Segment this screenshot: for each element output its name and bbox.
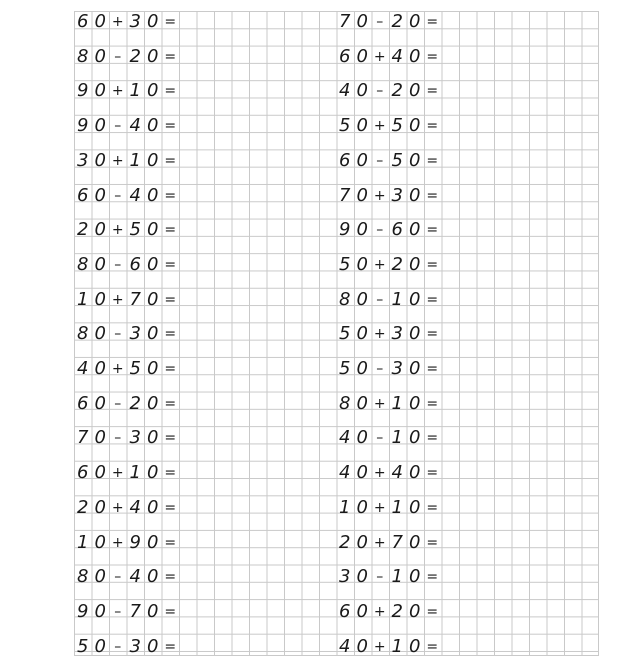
digit-glyph: 0	[356, 288, 368, 310]
digit-glyph: 0	[409, 635, 421, 657]
operator-glyph: =	[426, 222, 439, 239]
digit-glyph: 0	[356, 635, 368, 657]
operator-glyph: +	[111, 499, 124, 516]
digit-glyph: 0	[409, 600, 421, 622]
problem-row	[336, 151, 441, 171]
operator-glyph: –	[376, 430, 384, 447]
operator-glyph: =	[164, 603, 177, 620]
problem-row	[336, 567, 441, 587]
digit-glyph: 6	[77, 11, 89, 32]
digit-glyph: 0	[147, 115, 159, 137]
problem-row	[74, 637, 179, 657]
operator-glyph: +	[373, 638, 386, 655]
problem-row	[74, 255, 179, 275]
operator-glyph: +	[373, 603, 386, 620]
digit-glyph: 5	[339, 253, 351, 275]
operator-glyph: –	[114, 569, 122, 586]
digit-glyph: 0	[94, 288, 106, 310]
digit-glyph: 0	[356, 462, 368, 484]
digit-glyph: 7	[339, 11, 351, 32]
digit-glyph: 4	[129, 496, 141, 518]
digit-glyph: 0	[147, 635, 159, 657]
problem-row	[74, 533, 179, 553]
digit-glyph: 0	[409, 80, 421, 102]
digit-glyph: 0	[94, 184, 106, 206]
digit-glyph: 8	[339, 392, 351, 414]
digit-glyph: 7	[77, 427, 89, 449]
operator-glyph: +	[111, 152, 124, 169]
digit-glyph: 0	[356, 566, 368, 588]
operator-glyph: –	[376, 222, 384, 239]
digit-glyph: 2	[129, 45, 141, 67]
digit-glyph: 1	[391, 496, 403, 518]
digit-glyph: 6	[339, 600, 351, 622]
digit-glyph: 8	[77, 45, 89, 67]
digit-glyph: 0	[409, 253, 421, 275]
operator-glyph: =	[426, 638, 439, 655]
digit-glyph: 0	[409, 496, 421, 518]
operator-glyph: =	[426, 534, 439, 551]
digit-glyph: 3	[391, 358, 403, 379]
digit-glyph: 3	[129, 323, 141, 345]
digit-glyph: 0	[94, 358, 106, 379]
digit-glyph: 1	[339, 496, 351, 518]
problem-row	[336, 81, 441, 101]
problem-row	[336, 533, 441, 553]
digit-glyph: 5	[339, 115, 351, 137]
digit-glyph: 3	[129, 427, 141, 449]
problem-row	[336, 220, 441, 240]
digit-glyph: 5	[391, 149, 403, 171]
digit-glyph: 1	[77, 288, 89, 310]
digit-glyph: 5	[129, 219, 141, 241]
problem-row	[336, 359, 441, 379]
digit-glyph: 0	[94, 427, 106, 449]
operator-glyph: =	[164, 534, 177, 551]
digit-glyph: 4	[339, 462, 351, 484]
digit-glyph: 7	[339, 184, 351, 206]
digit-glyph: 0	[94, 115, 106, 137]
problem-row	[336, 12, 441, 32]
digit-glyph: 4	[339, 635, 351, 657]
problem-row	[336, 637, 441, 657]
digit-glyph: 5	[391, 115, 403, 137]
digit-glyph: 1	[391, 635, 403, 657]
operator-glyph: =	[426, 187, 439, 204]
operator-glyph: =	[426, 603, 439, 620]
digit-glyph: 0	[409, 288, 421, 310]
digit-glyph: 0	[356, 184, 368, 206]
digit-glyph: 0	[356, 323, 368, 345]
operator-glyph: =	[164, 326, 177, 343]
digit-glyph: 0	[94, 531, 106, 553]
digit-glyph: 4	[129, 566, 141, 588]
problem-row	[336, 47, 441, 67]
digit-glyph: 1	[129, 80, 141, 102]
digit-glyph: 4	[391, 462, 403, 484]
digit-glyph: 0	[94, 392, 106, 414]
operator-glyph: +	[373, 256, 386, 273]
digit-glyph: 0	[409, 115, 421, 137]
digit-glyph: 2	[339, 531, 351, 553]
operator-glyph: =	[164, 48, 177, 65]
digit-glyph: 9	[77, 80, 89, 102]
digit-glyph: 0	[356, 531, 368, 553]
digit-glyph: 0	[356, 253, 368, 275]
operator-glyph: –	[114, 430, 122, 447]
operator-glyph: =	[164, 465, 177, 482]
operator-glyph: =	[164, 83, 177, 100]
digit-glyph: 0	[147, 427, 159, 449]
digit-glyph: 5	[339, 323, 351, 345]
operator-glyph: +	[373, 499, 386, 516]
digit-glyph: 0	[356, 219, 368, 241]
problem-row	[336, 324, 441, 344]
digit-glyph: 3	[339, 566, 351, 588]
problem-row	[74, 186, 179, 206]
operator-glyph: =	[164, 499, 177, 516]
operator-glyph: –	[114, 603, 122, 620]
operator-glyph: =	[426, 361, 439, 377]
digit-glyph: 0	[147, 149, 159, 171]
problem-row	[336, 394, 441, 414]
digit-glyph: 4	[391, 45, 403, 67]
operator-glyph: =	[164, 430, 177, 447]
operator-glyph: =	[164, 222, 177, 239]
digit-glyph: 0	[147, 11, 159, 32]
operator-glyph: =	[164, 14, 177, 30]
digit-glyph: 0	[356, 11, 368, 32]
problem-row	[74, 290, 179, 310]
digit-glyph: 0	[409, 358, 421, 379]
digit-glyph: 0	[409, 149, 421, 171]
digit-glyph: 0	[147, 462, 159, 484]
digit-glyph: 1	[391, 288, 403, 310]
operator-glyph: =	[426, 326, 439, 343]
digit-glyph: 0	[409, 219, 421, 241]
operator-glyph: =	[426, 465, 439, 482]
operator-glyph: +	[111, 534, 124, 551]
problem-row	[74, 324, 179, 344]
digit-glyph: 2	[391, 253, 403, 275]
digit-glyph: 0	[94, 80, 106, 102]
digit-glyph: 6	[77, 462, 89, 484]
digit-glyph: 9	[339, 219, 351, 241]
operator-glyph: =	[426, 48, 439, 65]
operator-glyph: –	[114, 256, 122, 273]
digit-glyph: 2	[129, 392, 141, 414]
digit-glyph: 1	[129, 149, 141, 171]
operator-glyph: =	[164, 187, 177, 204]
operator-glyph: =	[164, 395, 177, 412]
problem-row	[74, 47, 179, 67]
digit-glyph: 0	[147, 323, 159, 345]
operator-glyph: +	[373, 534, 386, 551]
digit-glyph: 0	[409, 323, 421, 345]
operator-glyph: –	[376, 14, 384, 30]
digit-glyph: 0	[94, 600, 106, 622]
operator-glyph: –	[114, 638, 122, 655]
operator-glyph: –	[114, 326, 122, 343]
operator-glyph: +	[111, 222, 124, 239]
digit-glyph: 6	[77, 184, 89, 206]
digit-glyph: 0	[147, 253, 159, 275]
problem-row	[74, 394, 179, 414]
digit-glyph: 2	[391, 80, 403, 102]
digit-glyph: 2	[391, 11, 403, 32]
digit-glyph: 8	[77, 253, 89, 275]
digit-glyph: 3	[129, 635, 141, 657]
problem-row	[336, 116, 441, 136]
operator-glyph: +	[373, 465, 386, 482]
digit-glyph: 7	[129, 288, 141, 310]
digit-glyph: 0	[94, 45, 106, 67]
operator-glyph: +	[373, 395, 386, 412]
operator-glyph: =	[426, 14, 439, 30]
digit-glyph: 0	[356, 358, 368, 379]
digit-glyph: 0	[147, 80, 159, 102]
digit-glyph: 0	[147, 496, 159, 518]
digit-glyph: 0	[356, 115, 368, 137]
digit-glyph: 0	[94, 462, 106, 484]
problem-row	[74, 498, 179, 518]
digit-glyph: 2	[391, 600, 403, 622]
digit-glyph: 0	[409, 392, 421, 414]
problem-row	[74, 602, 179, 622]
digit-glyph: 0	[409, 462, 421, 484]
digit-glyph: 1	[391, 566, 403, 588]
operator-glyph: –	[376, 361, 384, 377]
digit-glyph: 0	[356, 392, 368, 414]
digit-glyph: 4	[339, 80, 351, 102]
problem-row	[336, 463, 441, 483]
operator-glyph: +	[111, 83, 124, 100]
operator-glyph: –	[114, 395, 122, 412]
operator-glyph: +	[111, 291, 124, 308]
digit-glyph: 0	[409, 184, 421, 206]
operator-glyph: –	[376, 291, 384, 308]
digit-glyph: 0	[94, 323, 106, 345]
digit-glyph: 8	[339, 288, 351, 310]
digit-glyph: 5	[77, 635, 89, 657]
operator-glyph: –	[114, 187, 122, 204]
digit-glyph: 0	[147, 45, 159, 67]
operator-glyph: +	[373, 118, 386, 135]
operator-glyph: =	[426, 152, 439, 169]
digit-glyph: 3	[391, 323, 403, 345]
digit-glyph: 0	[94, 219, 106, 241]
operator-glyph: +	[373, 187, 386, 204]
digit-glyph: 4	[129, 184, 141, 206]
operator-glyph: –	[376, 569, 384, 586]
digit-glyph: 0	[409, 45, 421, 67]
digit-glyph: 0	[356, 80, 368, 102]
digit-glyph: 0	[147, 358, 159, 379]
digit-glyph: 7	[129, 600, 141, 622]
digit-glyph: 6	[77, 392, 89, 414]
digit-glyph: 0	[409, 11, 421, 32]
operator-glyph: =	[164, 118, 177, 135]
operator-glyph: –	[114, 118, 122, 135]
problem-row	[336, 290, 441, 310]
operator-glyph: =	[164, 152, 177, 169]
problem-row	[74, 12, 179, 32]
digit-glyph: 6	[339, 45, 351, 67]
digit-glyph: 6	[339, 149, 351, 171]
digit-glyph: 4	[129, 115, 141, 137]
operator-glyph: –	[114, 48, 122, 65]
digit-glyph: 0	[147, 600, 159, 622]
digit-glyph: 0	[356, 149, 368, 171]
digit-glyph: 4	[339, 427, 351, 449]
digit-glyph: 5	[339, 358, 351, 379]
problem-row	[74, 463, 179, 483]
operator-glyph: +	[111, 14, 124, 30]
digit-glyph: 2	[77, 219, 89, 241]
digit-glyph: 6	[391, 219, 403, 241]
operator-glyph: =	[426, 83, 439, 100]
digit-glyph: 0	[409, 531, 421, 553]
problem-row	[74, 151, 179, 171]
operator-glyph: –	[376, 152, 384, 169]
digit-glyph: 0	[409, 427, 421, 449]
digit-glyph: 1	[129, 462, 141, 484]
digit-glyph: 2	[77, 496, 89, 518]
digit-glyph: 9	[129, 531, 141, 553]
digit-glyph: 1	[391, 427, 403, 449]
operator-glyph: =	[426, 256, 439, 273]
digit-glyph: 3	[77, 149, 89, 171]
problem-row	[74, 428, 179, 448]
problem-row	[336, 498, 441, 518]
digit-glyph: 0	[94, 253, 106, 275]
digit-glyph: 0	[147, 184, 159, 206]
digit-glyph: 3	[129, 11, 141, 32]
operator-glyph: =	[426, 118, 439, 135]
operator-glyph: =	[164, 291, 177, 308]
operator-glyph: –	[376, 83, 384, 100]
digit-glyph: 6	[129, 253, 141, 275]
problem-row	[74, 359, 179, 379]
digit-glyph: 9	[77, 600, 89, 622]
operator-glyph: =	[426, 291, 439, 308]
operator-glyph: +	[373, 326, 386, 343]
problem-row	[336, 186, 441, 206]
digit-glyph: 5	[129, 358, 141, 379]
digit-glyph: 3	[391, 184, 403, 206]
digit-glyph: 7	[391, 531, 403, 553]
operator-glyph: =	[164, 361, 177, 377]
digit-glyph: 0	[356, 600, 368, 622]
digit-glyph: 4	[77, 358, 89, 379]
problem-row	[336, 602, 441, 622]
operator-glyph: =	[426, 569, 439, 586]
operator-glyph: +	[111, 361, 124, 377]
operator-glyph: +	[111, 465, 124, 482]
digit-glyph: 0	[94, 149, 106, 171]
digit-glyph: 0	[94, 496, 106, 518]
operator-glyph: =	[426, 430, 439, 447]
problem-row	[74, 567, 179, 587]
digit-glyph: 0	[356, 496, 368, 518]
digit-glyph: 0	[147, 219, 159, 241]
digit-glyph: 0	[94, 11, 106, 32]
operator-glyph: =	[426, 395, 439, 412]
operator-glyph: =	[164, 256, 177, 273]
digit-glyph: 1	[391, 392, 403, 414]
operator-glyph: =	[426, 499, 439, 516]
problem-row	[74, 220, 179, 240]
digit-glyph: 0	[94, 566, 106, 588]
digit-glyph: 0	[94, 635, 106, 657]
digit-glyph: 8	[77, 566, 89, 588]
digit-glyph: 1	[77, 531, 89, 553]
problem-row	[74, 116, 179, 136]
problem-row	[74, 81, 179, 101]
digit-glyph: 0	[147, 392, 159, 414]
digit-glyph: 0	[147, 531, 159, 553]
operator-glyph: =	[164, 569, 177, 586]
digit-glyph: 0	[147, 566, 159, 588]
digit-glyph: 8	[77, 323, 89, 345]
digit-glyph: 0	[147, 288, 159, 310]
digit-glyph: 9	[77, 115, 89, 137]
operator-glyph: +	[373, 48, 386, 65]
digit-glyph: 0	[356, 427, 368, 449]
digit-glyph: 0	[356, 45, 368, 67]
operator-glyph: =	[164, 638, 177, 655]
digit-glyph: 0	[409, 566, 421, 588]
problem-row	[336, 428, 441, 448]
grid-paper	[74, 11, 599, 656]
problem-row	[336, 255, 441, 275]
